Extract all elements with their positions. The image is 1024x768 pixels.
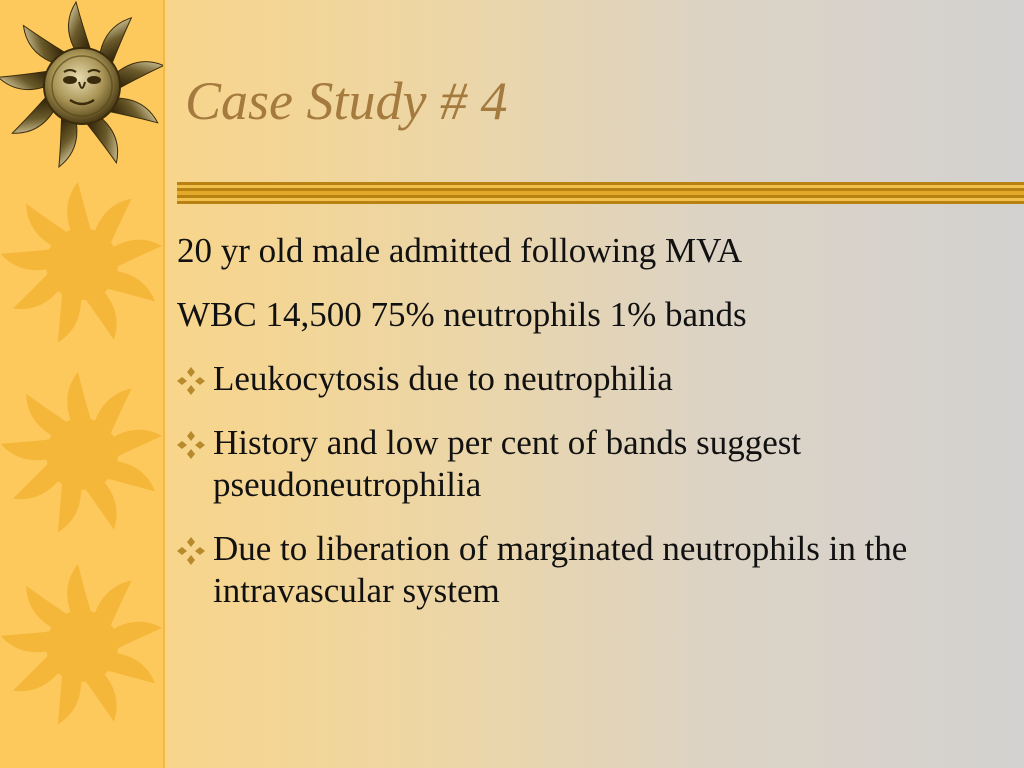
sun-icon	[0, 178, 163, 348]
bullet-text: History and low per cent of bands suggest pseudoneutrophilia	[213, 423, 802, 504]
diamond-cluster-icon	[177, 358, 213, 395]
slide-body	[177, 230, 1017, 634]
bullet-item	[177, 422, 1017, 506]
sun-icon	[0, 560, 163, 730]
slide-title: Case Study # 4	[185, 71, 508, 131]
body-line-1: 20 yr old male admitted following MVA	[177, 231, 743, 270]
bullet-item	[177, 358, 1017, 400]
bullet-text: Leukocytosis due to neutrophilia	[213, 359, 673, 398]
sun-icon	[0, 368, 163, 538]
title-divider-rule	[177, 182, 1024, 204]
diamond-cluster-icon	[177, 422, 213, 459]
diamond-cluster-icon	[177, 528, 213, 565]
decorative-side-strip	[0, 0, 165, 768]
sun-face-icon	[0, 0, 163, 170]
bullet-item	[177, 528, 1017, 612]
body-line-2: WBC 14,500 75% neutrophils 1% bands	[177, 295, 747, 334]
bullet-text: Due to liberation of marginated neutrophils in the intravascular system	[213, 529, 908, 610]
